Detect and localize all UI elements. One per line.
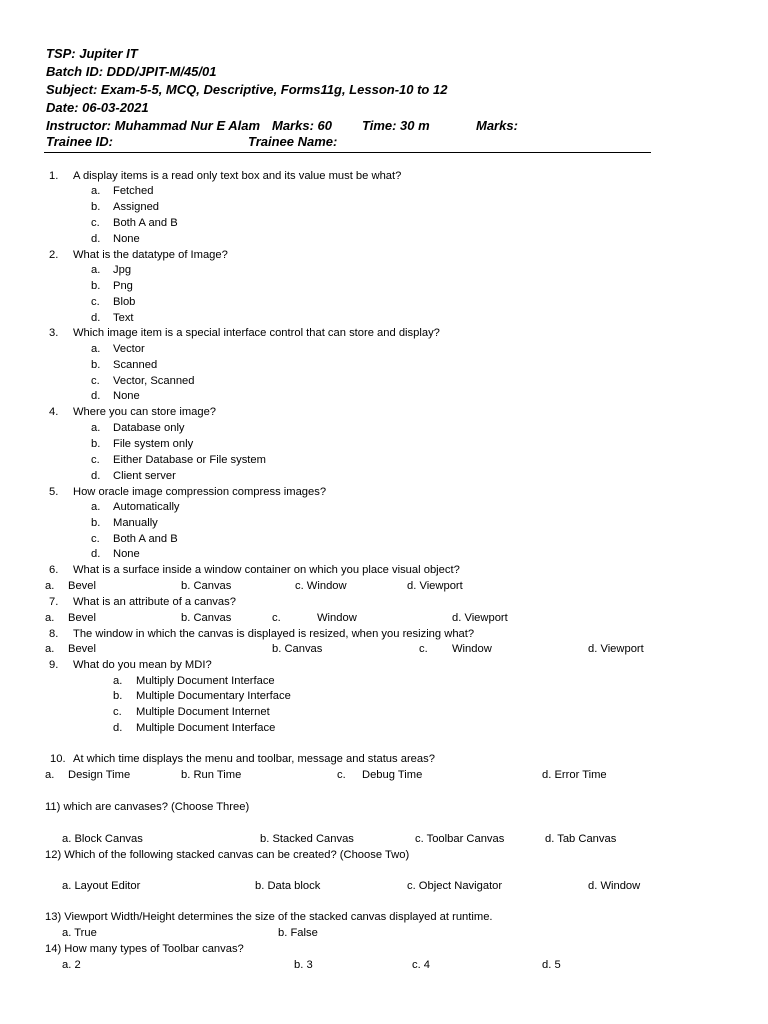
option-d: d. Window (588, 880, 641, 892)
time-allowed: Time: 30 m (362, 118, 430, 133)
option-a: a. Block Canvas (62, 833, 143, 845)
question-text: Which image item is a special interface control that can store and display? (73, 327, 440, 339)
question-number: 2. (49, 249, 59, 261)
option-d: d. Error Time (542, 769, 607, 781)
option-label: c. (91, 296, 100, 308)
option-label: b. (91, 280, 101, 292)
question-number: 8. (49, 628, 59, 640)
header-divider (44, 152, 651, 153)
instructor-line: Instructor: Muhammad Nur E Alam (46, 118, 261, 133)
option-text: Multiple Document Internet (136, 706, 270, 718)
option-label: a. (113, 675, 123, 687)
option-text: Manually (113, 517, 158, 529)
option-b: b. Run Time (181, 769, 242, 781)
option-text: None (113, 548, 140, 560)
option-c: c. Window (295, 580, 347, 592)
option-label: a. (91, 501, 101, 513)
option-text: None (113, 233, 140, 245)
option-label: a. (91, 185, 101, 197)
option-b: b. Data block (255, 880, 321, 892)
option-label: c. (419, 643, 428, 655)
option-text: Multiply Document Interface (136, 675, 275, 687)
question-number: 6. (49, 564, 59, 576)
question-number: 4. (49, 406, 59, 418)
trainee-id-field: Trainee ID: (46, 134, 113, 149)
option-c: c. 4 (412, 959, 431, 971)
question-text: Where you can store image? (73, 406, 217, 418)
option-b: b. Canvas (181, 580, 232, 592)
option-b: b. Stacked Canvas (260, 833, 354, 845)
question-text: What is an attribute of a canvas? (73, 596, 236, 608)
option-text: None (113, 390, 140, 402)
option-label: c. (91, 375, 100, 387)
question-text: 14) How many types of Toolbar canvas? (45, 943, 244, 955)
question-number: 7. (49, 596, 59, 608)
option-b: b. Canvas (181, 612, 232, 624)
option-label: b. (91, 438, 101, 450)
option-text: Client server (113, 470, 176, 482)
question-text: The window in which the canvas is displayed is resized, when you resizing what? (73, 628, 475, 640)
option-text: Png (113, 280, 133, 292)
option-c: c. Object Navigator (407, 880, 503, 892)
option-c: c. Toolbar Canvas (415, 833, 505, 845)
option-text: Scanned (113, 359, 158, 371)
option-b: b. 3 (294, 959, 313, 971)
option-d: d. Tab Canvas (545, 833, 617, 845)
option-text: Database only (113, 422, 185, 434)
option-label: c. (337, 769, 346, 781)
option-text: Automatically (113, 501, 180, 513)
option-a: a. Layout Editor (62, 880, 141, 892)
option-label: b. (91, 359, 101, 371)
option-d: d. Viewport (588, 643, 644, 655)
option-label: a. (91, 264, 101, 276)
option-label: c. (91, 533, 100, 545)
question-text: 11) which are canvases? (Choose Three) (45, 801, 250, 813)
option-text: File system only (113, 438, 194, 450)
option-text: Bevel (68, 580, 96, 592)
option-label: a. (91, 422, 101, 434)
marks-obtained-field: Marks: (476, 118, 518, 133)
option-text: Jpg (113, 264, 132, 276)
option-text: Multiple Documentary Interface (136, 690, 291, 702)
option-label: b. (91, 201, 101, 213)
option-label: d. (113, 722, 123, 734)
option-a: a. True (62, 927, 97, 939)
option-text: Blob (113, 296, 136, 308)
option-label: b. (91, 517, 101, 529)
option-label: c. (272, 612, 281, 624)
option-label: d. (91, 312, 101, 324)
option-text: Multiple Document Interface (136, 722, 276, 734)
option-text: Vector (113, 343, 145, 355)
option-d: d. 5 (542, 959, 561, 971)
question-text: 12) Which of the following stacked canvas can be created? (Choose Two) (45, 849, 410, 861)
option-label: d. (91, 470, 101, 482)
option-label: a. (45, 580, 55, 592)
option-text: Bevel (68, 643, 96, 655)
question-text: How oracle image compression compress images? (73, 486, 327, 498)
option-label: a. (45, 643, 55, 655)
option-d: d. Viewport (452, 612, 508, 624)
trainee-name-field: Trainee Name: (248, 134, 338, 149)
question-text: 13) Viewport Width/Height determines the size of the stacked canvas displayed at runtime. (45, 911, 493, 923)
option-text: Both A and B (113, 217, 178, 229)
option-text: Window (452, 643, 492, 655)
option-b: b. False (278, 927, 318, 939)
question-number: 1. (49, 170, 59, 182)
question-text: What is a surface inside a window container on which you place visual object? (73, 564, 460, 576)
option-text: Text (113, 312, 134, 324)
option-text: Fetched (113, 185, 154, 197)
option-text: Bevel (68, 612, 96, 624)
option-d: d. Viewport (407, 580, 463, 592)
question-number: 9. (49, 659, 59, 671)
option-label: a. (45, 769, 55, 781)
batch-line: Batch ID: DDD/JPIT-M/45/01 (46, 64, 217, 79)
option-text: Vector, Scanned (113, 375, 195, 387)
marks-total: Marks: 60 (272, 118, 332, 133)
question-text: What do you mean by MDI? (73, 659, 212, 671)
option-label: c. (91, 454, 100, 466)
option-text: Design Time (68, 769, 131, 781)
question-number: 5. (49, 486, 59, 498)
subject-line: Subject: Exam-5-5, MCQ, Descriptive, Forms11g, Lesson-10 to 12 (46, 82, 448, 97)
option-text: Either Database or File system (113, 454, 266, 466)
question-number: 3. (49, 327, 59, 339)
option-label: d. (91, 233, 101, 245)
option-text: Assigned (113, 201, 160, 213)
option-text: Debug Time (362, 769, 423, 781)
option-label: d. (91, 390, 101, 402)
option-b: b. Canvas (272, 643, 323, 655)
option-label: a. (91, 343, 101, 355)
option-label: b. (113, 690, 123, 702)
option-label: d. (91, 548, 101, 560)
question-text: At which time displays the menu and toolbar, message and status areas? (73, 753, 435, 765)
option-text: Window (317, 612, 357, 624)
option-text: Both A and B (113, 533, 178, 545)
question-number: 10. (50, 753, 66, 765)
option-label: c. (113, 706, 122, 718)
question-text: A display items is a read only text box and its value must be what? (73, 170, 402, 182)
option-label: c. (91, 217, 100, 229)
option-a: a. 2 (62, 959, 81, 971)
option-label: a. (45, 612, 55, 624)
tsp-line: TSP: Jupiter IT (46, 46, 138, 61)
date-line: Date: 06-03-2021 (46, 100, 149, 115)
question-text: What is the datatype of Image? (73, 249, 228, 261)
